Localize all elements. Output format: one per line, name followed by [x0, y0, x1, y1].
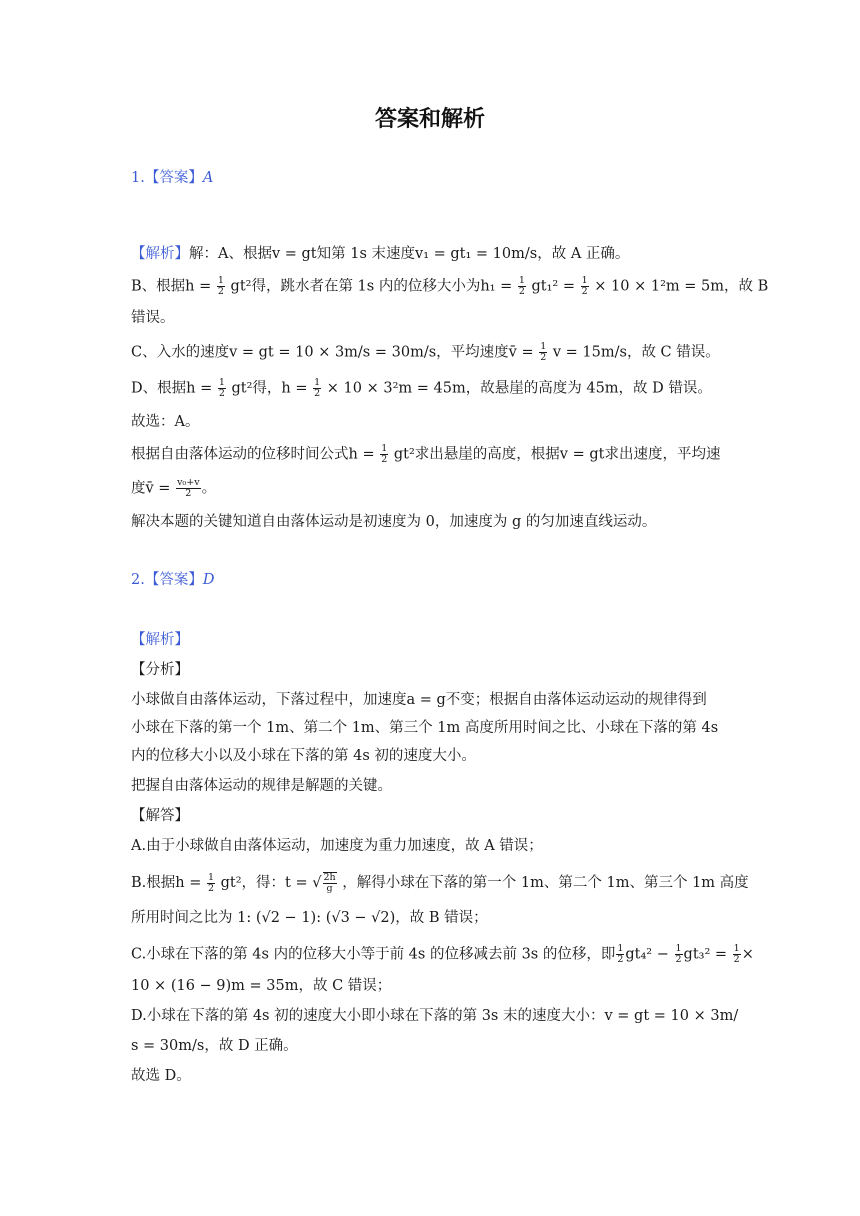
q1-line-1 [131, 244, 629, 264]
q2-item-b-line-1 [131, 872, 749, 894]
q2-item-c-line-2: 10 × (16 − 9)m = 35m，故 C 错误； [131, 978, 392, 994]
q1-text-8b: 。 [201, 480, 217, 497]
q2-analysis-label: 【解析】 [131, 632, 189, 648]
q1-line-5 [131, 378, 712, 399]
q1-text-7b: gt²求出悬崖的高度，根据v = gt求出速度，平均速 [393, 446, 721, 463]
q2-para-3: 内的位移大小以及小球在下落的第 4s 初的速度大小。 [131, 748, 476, 764]
q1-text-2c: gt₁² = [531, 278, 576, 295]
q1-text-2a: B、根据h = [131, 278, 212, 295]
q1-answer [131, 168, 213, 188]
q2-fenxi-label: 【分析】 [131, 662, 189, 678]
page-title: 答案和解析 [374, 107, 485, 132]
q2-text-b1c: ，解得小球在下落的第一个 1m、第二个 1m、第三个 1m 高度 [342, 875, 749, 891]
q2-conclusion: 故选 D。 [131, 1068, 191, 1084]
fraction-half: $\frac{1}{2}$ [733, 943, 740, 965]
q2-answer-label: 2.【答案】 [131, 572, 203, 588]
q1-line-6: 故选：A。 [131, 414, 200, 430]
fraction-2h-over-g: $\frac{2h}{g}$ [323, 872, 336, 894]
fraction-v0-plus-v-over-2: $\frac{\text{v₀+v}}{2}$ [177, 477, 200, 499]
q2-para-1: 小球做自由落体运动，下落过程中，加速度a = g不变；根据自由落体运动运动的规律得到 [131, 692, 707, 708]
q1-answer-value: A [202, 170, 214, 186]
q1-line-3: 错误。 [131, 310, 175, 326]
q1-line-9: 解决本题的关键知道自由落体运动是初速度为 0，加速度为 g 的匀加速直线运动。 [131, 514, 657, 530]
q1-answer-label: 1.【答案】 [131, 170, 203, 186]
q1-text-8a: 度v̄ = [131, 480, 171, 497]
q1-text-4b: v = 15m/s，故 C 错误。 [552, 344, 720, 361]
q1-text-4a: C、入水的速度v = gt = 10 × 3m/s = 30m/s，平均速度v̄ = [131, 344, 534, 361]
q2-text-c1c: gt₃² = [683, 946, 728, 963]
q2-text-c1a: C.小球在下落的第 4s 内的位移大小等于前 4s 的位移减去前 3s 的位移，即 [131, 946, 616, 963]
q2-jieda-label: 【解答】 [131, 808, 189, 824]
q2-item-c-line-1 [131, 944, 754, 965]
fraction-half: $\frac{1}{2}$ [540, 341, 547, 363]
q1-text-1: 解：A、根据v = gt知第 1s 末速度v₁ = gt₁ = 10m/s，故 A 正确。 [189, 246, 630, 262]
q1-text-2b: gt²得，跳水者在第 1s 内的位移大小为h₁ = [230, 278, 513, 295]
q2-item-d-line-2: s = 30m/s，故 D 正确。 [131, 1038, 298, 1054]
q1-text-7a: 根据自由落体运动的位移时间公式h = [131, 446, 375, 463]
fraction-half: $\frac{1}{2}$ [314, 377, 321, 399]
q1-text-2d: × 10 × 1²m = 5m，故 B [594, 278, 769, 295]
q2-answer-value: D [202, 572, 215, 588]
fraction-half: $\frac{1}{2}$ [207, 871, 215, 894]
q2-answer [131, 570, 214, 590]
q1-text-5c: × 10 × 3²m = 45m，故悬崖的高度为 45m，故 D 错误。 [326, 380, 712, 397]
q2-text-c1d: × [741, 946, 754, 963]
q2-item-b-line-2: 所用时间之比为 1: (√2 − 1): (√3 − √2)，故 B 错误； [131, 910, 488, 926]
fraction-half: $\frac{1}{2}$ [218, 377, 225, 399]
q2-para-2: 小球在下落的第一个 1m、第二个 1m、第三个 1m 高度所用时间之比、小球在下落的第 4s [131, 720, 719, 736]
q1-text-5b: gt²得，h = [231, 380, 308, 397]
fraction-half: $\frac{1}{2}$ [581, 275, 588, 297]
q1-analysis-label: 【解析】 [131, 246, 189, 262]
sqrt-sign: √ [312, 875, 322, 891]
q2-text-b1a: B.根据h = [131, 875, 202, 891]
q2-text-c1b: gt₄² − [625, 946, 669, 963]
q2-item-d-line-1: D.小球在下落的第 4s 初的速度大小即小球在下落的第 3s 末的速度大小：v = gt = 10 × 3m/ [131, 1008, 739, 1024]
fraction-half: $\frac{1}{2}$ [217, 275, 224, 297]
q1-line-4 [131, 342, 720, 363]
q2-para-4: 把握自由落体运动的规律是解题的关键。 [131, 778, 392, 794]
fraction-half: $\frac{1}{2}$ [518, 275, 525, 297]
q2-item-a: A.由于小球做自由落体运动，加速度为重力加速度，故 A 错误； [131, 838, 543, 854]
fraction-half: $\frac{1}{2}$ [381, 443, 388, 465]
q1-text-5a: D、根据h = [131, 380, 213, 397]
q1-line-7 [131, 444, 720, 465]
fraction-half: $\frac{1}{2}$ [675, 943, 682, 965]
fraction-half: $\frac{1}{2}$ [617, 943, 624, 965]
q1-line-2 [131, 276, 768, 297]
q1-line-8 [131, 478, 216, 499]
q2-text-b1b: gt²，得：t = [220, 875, 308, 891]
